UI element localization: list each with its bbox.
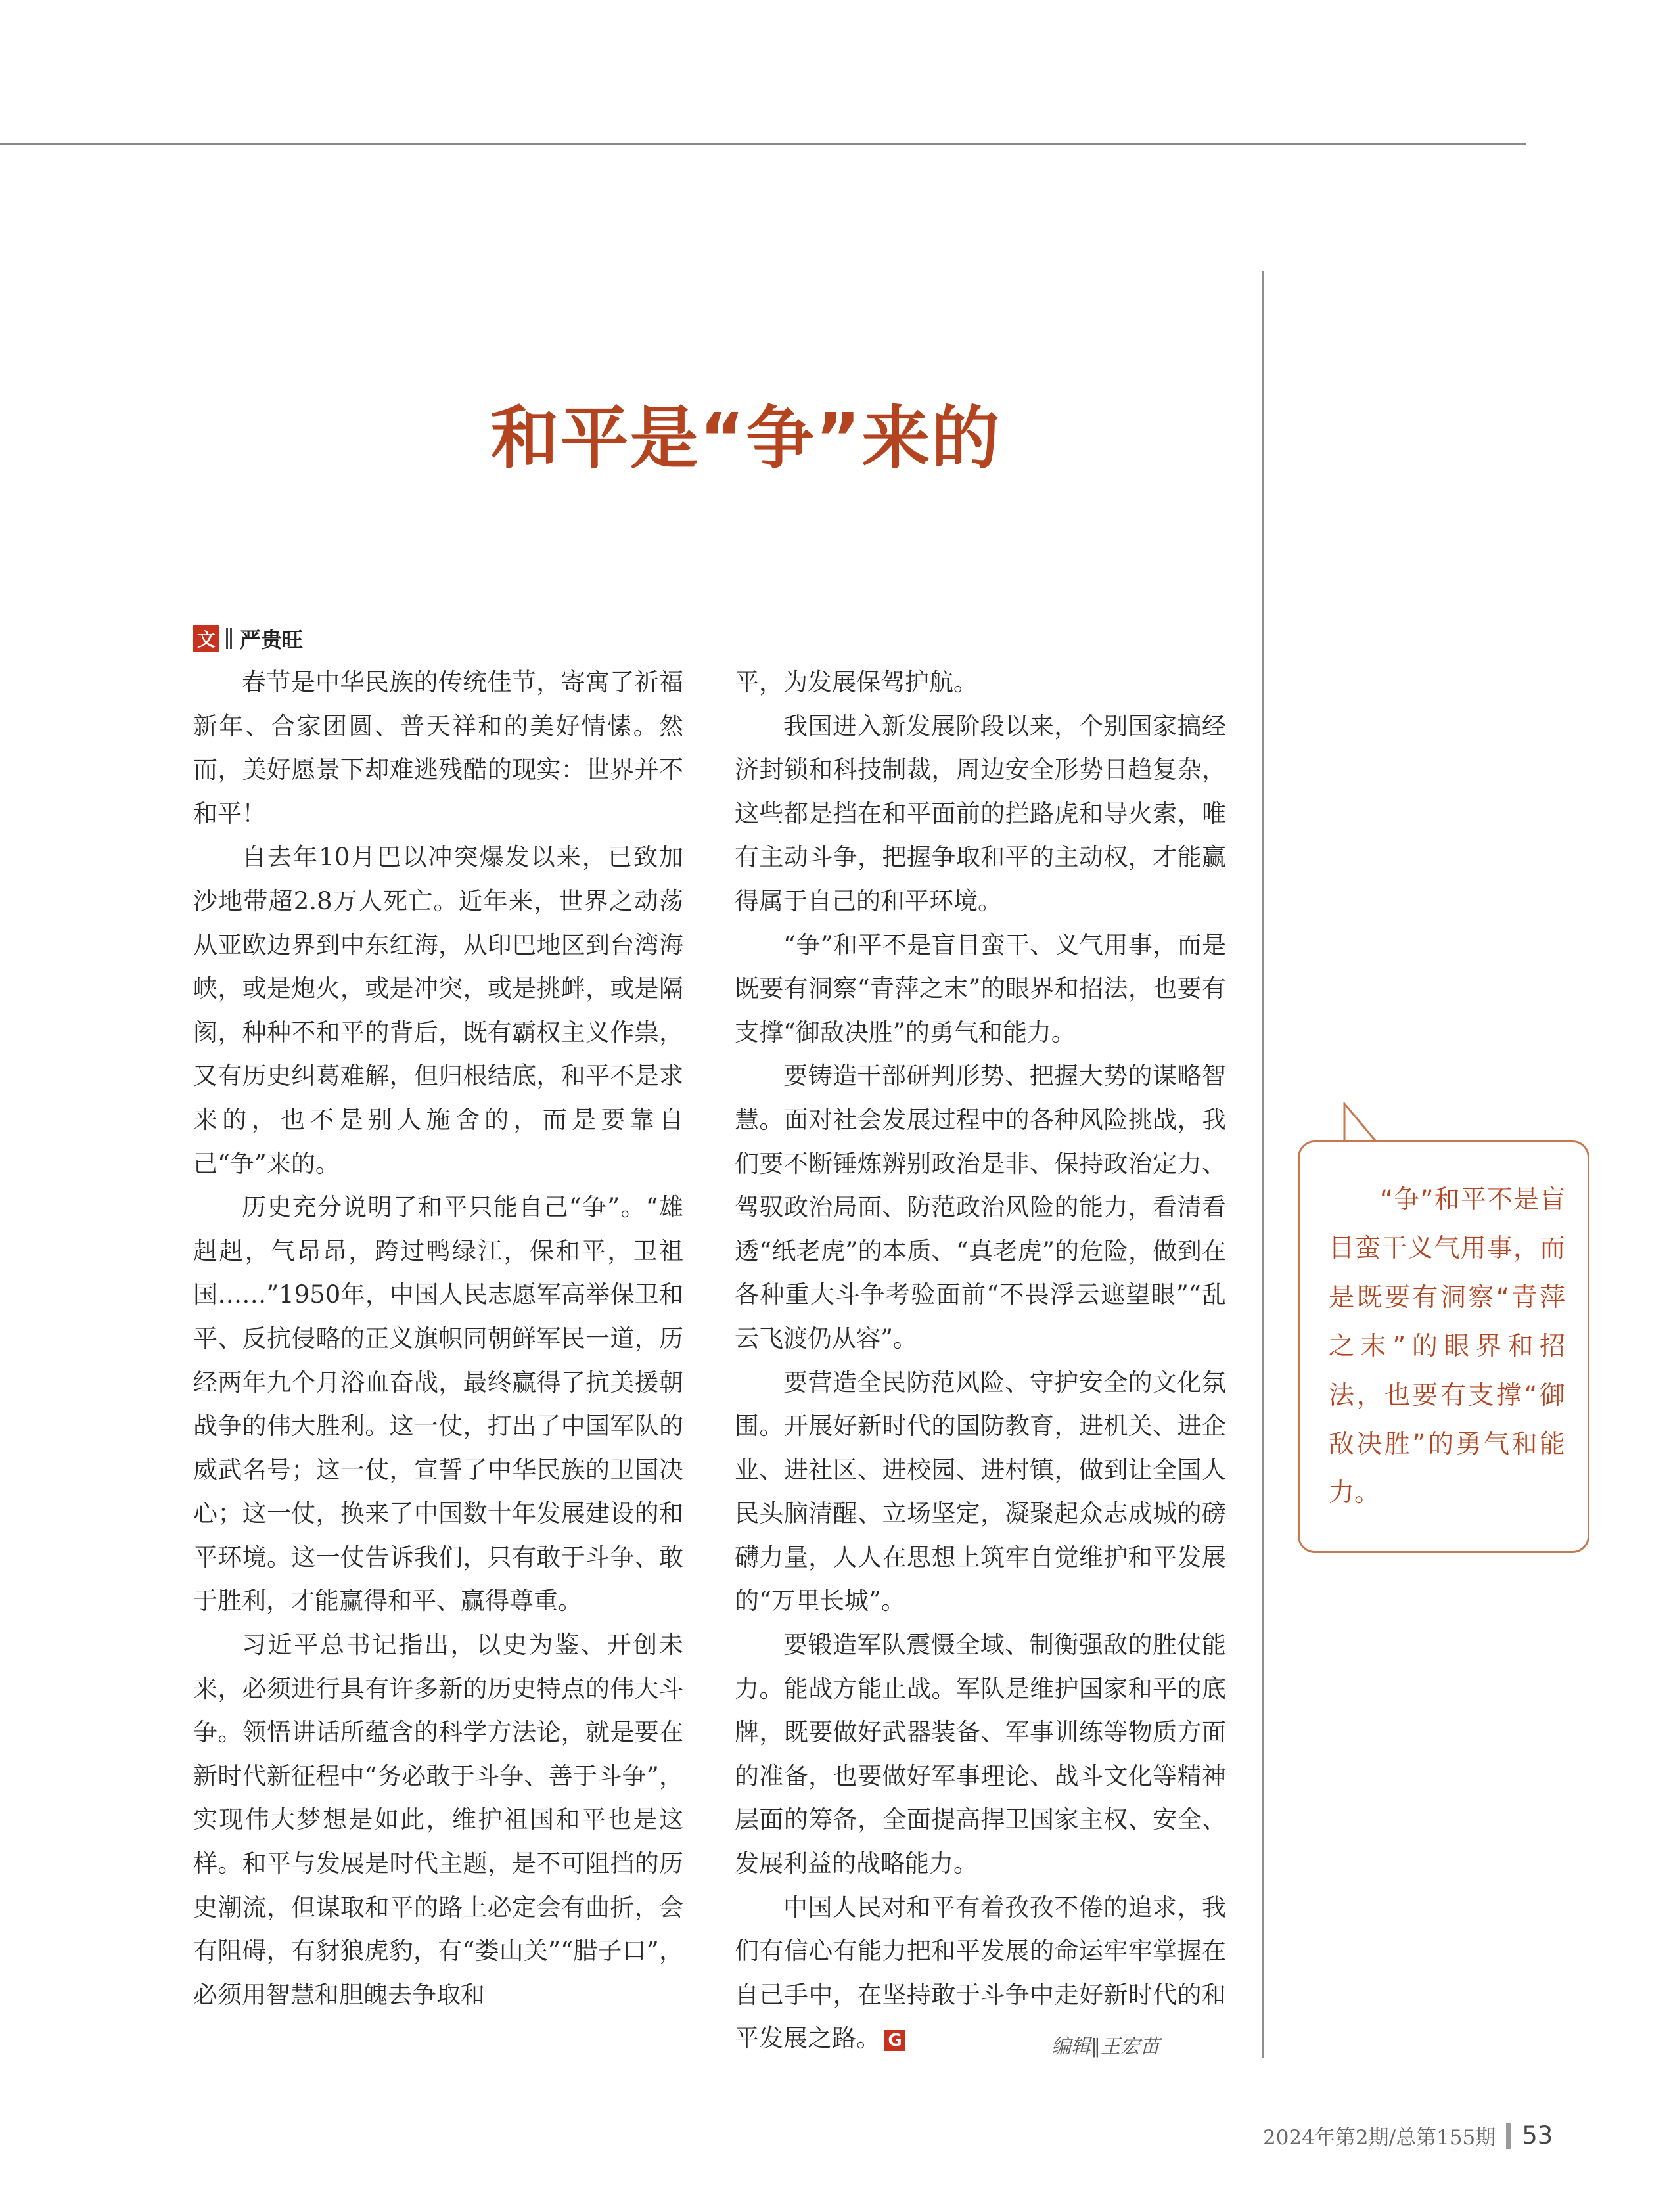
pull-quote-text: “争”和平不是盲目蛮干义气用事，而是既要有洞察“青萍之末”的眼界和招法，也要有支撑“御敌决胜”的勇气和能力。 bbox=[1329, 1185, 1565, 1508]
body-paragraph: “争”和平不是盲目蛮干、义气用事，而是既要有洞察“青萍之末”的眼界和招法，也要有支撑“御敌决胜”的勇气和能力。 bbox=[735, 930, 1226, 1047]
body-paragraph: 要锻造军队震慑全域、制衡强敌的胜仗能力。能战方能止战。军队是维护国家和平的底牌，既要做好武器装备、军事训练等物质方面的准备，也要做好军事理论、战斗文化等精神层面的筹备，全面提高捍卫国家主权、安全、发展利益的战略能力。 bbox=[735, 1631, 1226, 1878]
byline-author: 严贵旺 bbox=[240, 627, 304, 652]
article-column-left bbox=[193, 661, 683, 2017]
pull-quote-tail bbox=[1342, 1102, 1381, 1144]
body-paragraph: 自去年10月巴以冲突爆发以来，已致加沙地带超2.8万人死亡。近年来，世界之动荡从亚欧边界到中东红海，从印巴地区到台湾海峡，或是炮火，或是冲突，或是挑衅，或是隔阂，种种不和平的背后，既有霸权主义作祟，又有历史纠葛难解，但归根结底，和平不是求来的，也不是别人施舍的，而是要靠自己“争”来的。 bbox=[193, 843, 683, 1178]
body-paragraph: 要铸造干部研判形势、把握大势的谋略智慧。面对社会发展过程中的各种风险挑战，我们要不断锤炼辨别政治是非、保持政治定力、驾驭政治局面、防范政治风险的能力，看清看透“纸老虎”的本质、“真老虎”的危险，做到在各种重大斗争考验面前“不畏浮云遮望眼”“乱云飞渡仍从容”。 bbox=[735, 1062, 1226, 1353]
body-paragraph-continuation: 平，为发展保驾护航。 bbox=[735, 668, 978, 696]
end-of-article-icon: G bbox=[884, 2030, 905, 2051]
body-paragraph: 春节是中华民族的传统佳节，寄寓了祈福新年、合家团圆、普天祥和的美好情愫。然而，美好愿景下却难逃残酷的现实：世界并不和平！ bbox=[193, 668, 683, 828]
body-paragraph: 我国进入新发展阶段以来，个别国家搞经济封锁和科技制裁，周边安全形势日趋复杂，这些都是挡在和平面前的拦路虎和导火索，唯有主动斗争，把握争取和平的主动权，才能赢得属于自己的和平环境。 bbox=[735, 711, 1226, 915]
page-footer bbox=[1263, 2121, 1553, 2150]
column-divider-rule bbox=[1262, 271, 1264, 2058]
footer-divider bbox=[1506, 2123, 1511, 2149]
article-title: 和平是“争”来的 bbox=[490, 398, 1001, 478]
body-paragraph: 习近平总书记指出，以史为鉴、开创未来，必须进行具有许多新的历史特点的伟大斗争。领悟讲话所蕴含的科学方法论，就是要在新时代新征程中“务必敢于斗争、善于斗争”，实现伟大梦想是如此，维护祖国和平也是这样。和平与发展是时代主题，是不可阻挡的历史潮流，但谋取和平的路上必定会有曲折，会有阻碍，有豺狼虎豹，有“娄山关”“腊子口”，必须用智慧和胆魄去争取和 bbox=[193, 1631, 683, 2009]
body-paragraph: 要营造全民防范风险、守护安全的文化氛围。开展好新时代的国防教育，进机关、进企业、进社区、进校园、进村镇，做到让全国人民头脑清醒、立场坚定，凝聚起众志成城的磅礴力量，人人在思想上筑牢自觉维护和平发展的“万里长城”。 bbox=[735, 1368, 1226, 1615]
article-column-right bbox=[735, 661, 1226, 2061]
body-paragraph: 历史充分说明了和平只能自己“争”。“雄赳赳，气昂昂，跨过鸭绿江，保和平，卫祖国……”1950年，中国人民志愿军高举保卫和平、反抗侵略的正义旗帜同朝鲜军民一道，历经两年九个月浴血奋战，最终赢得了抗美援朝战争的伟大胜利。这一仗，打出了中国军队的威武名号；这一仗，宣誓了中华民族的卫国决心；这一仗，换来了中国数十年发展建设的和平环境。这一仗告诉我们，只有敢于斗争、敢于胜利，才能赢得和平、赢得尊重。 bbox=[193, 1193, 683, 1615]
top-rule bbox=[0, 143, 1526, 145]
editor-credit: 编辑∥王宏苗 bbox=[1051, 2035, 1160, 2058]
issue-label: 2024年第2期/总第155期 bbox=[1263, 2126, 1496, 2150]
byline bbox=[193, 624, 303, 653]
byline-badge: 文 bbox=[193, 625, 219, 652]
page-number: 53 bbox=[1522, 2121, 1553, 2150]
byline-separator bbox=[226, 628, 232, 649]
final-paragraph-text: 中国人民对和平有着孜孜不倦的追求，我们有信心有能力把和平发展的命运牢牢掌握在自己手中，在坚持敢于斗争中走好新时代的和平发展之路。 bbox=[735, 1893, 1226, 2053]
